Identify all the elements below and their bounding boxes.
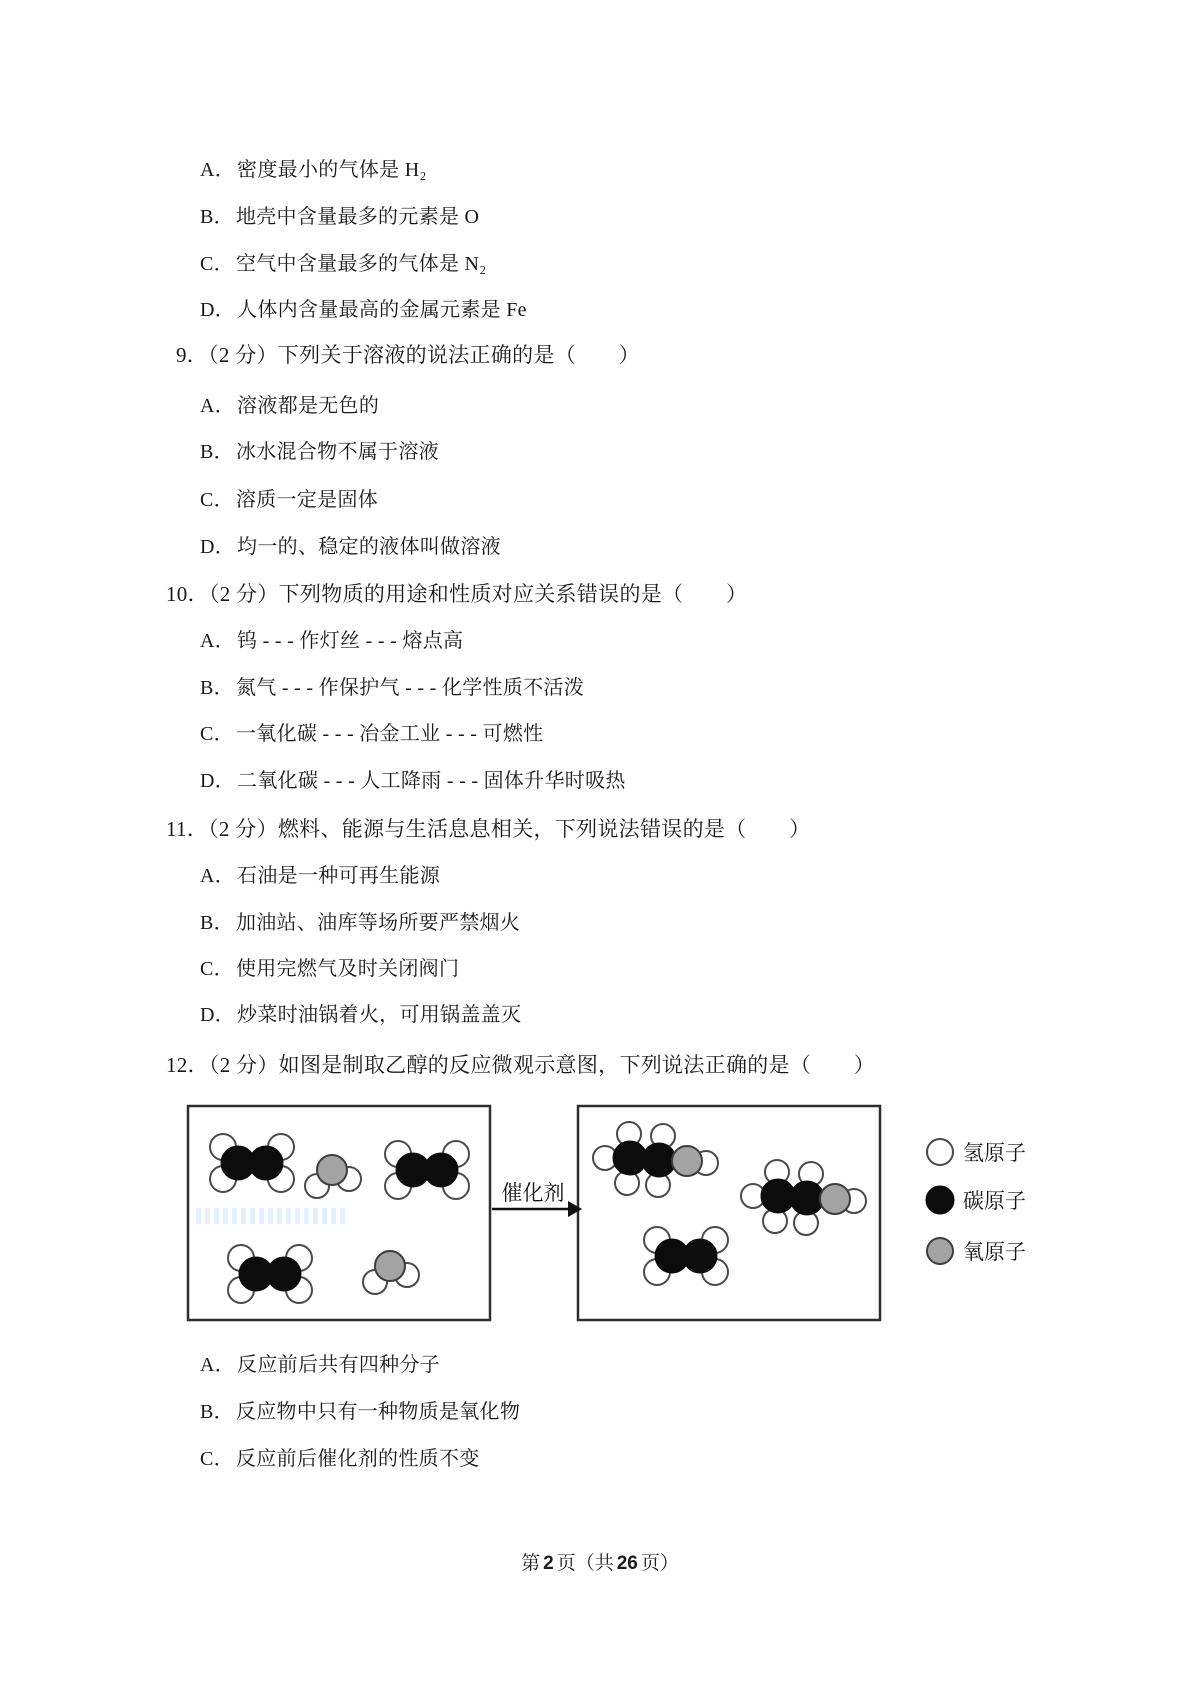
catalyst-arrow: [492, 1181, 582, 1217]
page-footer: [0, 1548, 1200, 1575]
option-text: 石油是一种可再生能源: [237, 865, 441, 887]
hydrogen-atom-icon: [927, 1139, 953, 1165]
option-label: C．: [200, 489, 234, 511]
option-label: B．: [200, 1401, 234, 1423]
option-label: A．: [200, 630, 236, 652]
legend-hydrogen: [927, 1139, 1026, 1165]
legend-oxygen: [927, 1238, 1026, 1264]
watermark: [196, 1208, 346, 1224]
option-text: 反应前后催化剂的性质不变: [235, 1448, 480, 1470]
footer-total-pages: 26: [616, 1553, 638, 1574]
question-12-option-c: [200, 1447, 480, 1472]
option-text: 使用完燃气及时关闭阀门: [235, 958, 460, 980]
option-label: B．: [200, 441, 234, 463]
legend-label: 碳原子: [963, 1189, 1026, 1213]
legend-label: 氢原子: [963, 1141, 1026, 1165]
footer-prefix: 第: [521, 1553, 541, 1574]
option-label: C．: [200, 1448, 234, 1470]
footer-suffix: 页）: [640, 1553, 679, 1574]
option-text: 溶质一定是固体: [235, 489, 379, 511]
question-9-stem: 9．（2 分）下列关于溶液的说法正确的是（ ）: [176, 343, 640, 367]
option-text: 钨 - - - 作灯丝 - - - 熔点高: [237, 630, 464, 652]
option-text: 氮气 - - - 作保护气 - - - 化学性质不活泼: [235, 677, 585, 699]
question-11-stem: 11．（2 分）燃料、能源与生活息息相关，下列说法错误的是（ ）: [166, 817, 811, 841]
option-label: D．: [200, 1004, 236, 1026]
option-text: 二氧化碳 - - - 人工降雨 - - - 固体升华时吸热: [237, 770, 626, 792]
option-text: 地壳中含量最多的元素是 O: [235, 206, 480, 228]
option-text: 溶液都是无色的: [237, 395, 380, 417]
option-text: 反应物中只有一种物质是氧化物: [235, 1401, 521, 1423]
option-label: A．: [200, 1354, 236, 1376]
option-text: 空气中含量最多的气体是 N₂: [235, 253, 487, 275]
carbon-atom-icon: [926, 1186, 954, 1214]
question-12-stem: 12．（2 分）如图是制取乙醇的反应微观示意图，下列说法正确的是（ ）: [166, 1053, 876, 1077]
option-label: A．: [200, 395, 236, 417]
option-label: B．: [200, 912, 234, 934]
option-text: 人体内含量最高的金属元素是 Fe: [237, 299, 527, 321]
question-10-stem: 10．（2 分）下列物质的用途和性质对应关系错误的是（ ）: [166, 582, 748, 606]
option-text: 加油站、油库等场所要严禁烟火: [235, 912, 521, 934]
option-label: D．: [200, 536, 236, 558]
option-label: D．: [200, 770, 236, 792]
oxygen-atom-icon: [927, 1238, 953, 1264]
question-12-option-a: [200, 1353, 440, 1378]
option-text: 反应前后共有四种分子: [237, 1354, 441, 1376]
option-label: C．: [200, 253, 234, 275]
footer-page-number: 2: [543, 1553, 554, 1574]
option-label: B．: [200, 677, 234, 699]
option-label: A．: [200, 159, 236, 181]
option-label: A．: [200, 865, 236, 887]
option-text: 一氧化碳 - - - 冶金工业 - - - 可燃性: [235, 723, 544, 745]
legend-label: 氧原子: [963, 1240, 1026, 1264]
option-label: C．: [200, 723, 234, 745]
footer-mid: 页（共: [556, 1553, 614, 1574]
legend-carbon: [926, 1186, 1026, 1214]
option-text: 炒菜时油锅着火，可用锅盖盖灭: [237, 1004, 522, 1026]
option-label: C．: [200, 958, 234, 980]
option-label: B．: [200, 206, 234, 228]
option-text: 均一的、稳定的液体叫做溶液: [237, 536, 501, 558]
option-text: 冰水混合物不属于溶液: [235, 441, 439, 463]
question-12-option-b: [200, 1400, 520, 1425]
catalyst-label: 催化剂: [501, 1181, 565, 1205]
option-text: 密度最小的气体是 H₂: [237, 159, 427, 181]
option-label: D．: [200, 299, 236, 321]
